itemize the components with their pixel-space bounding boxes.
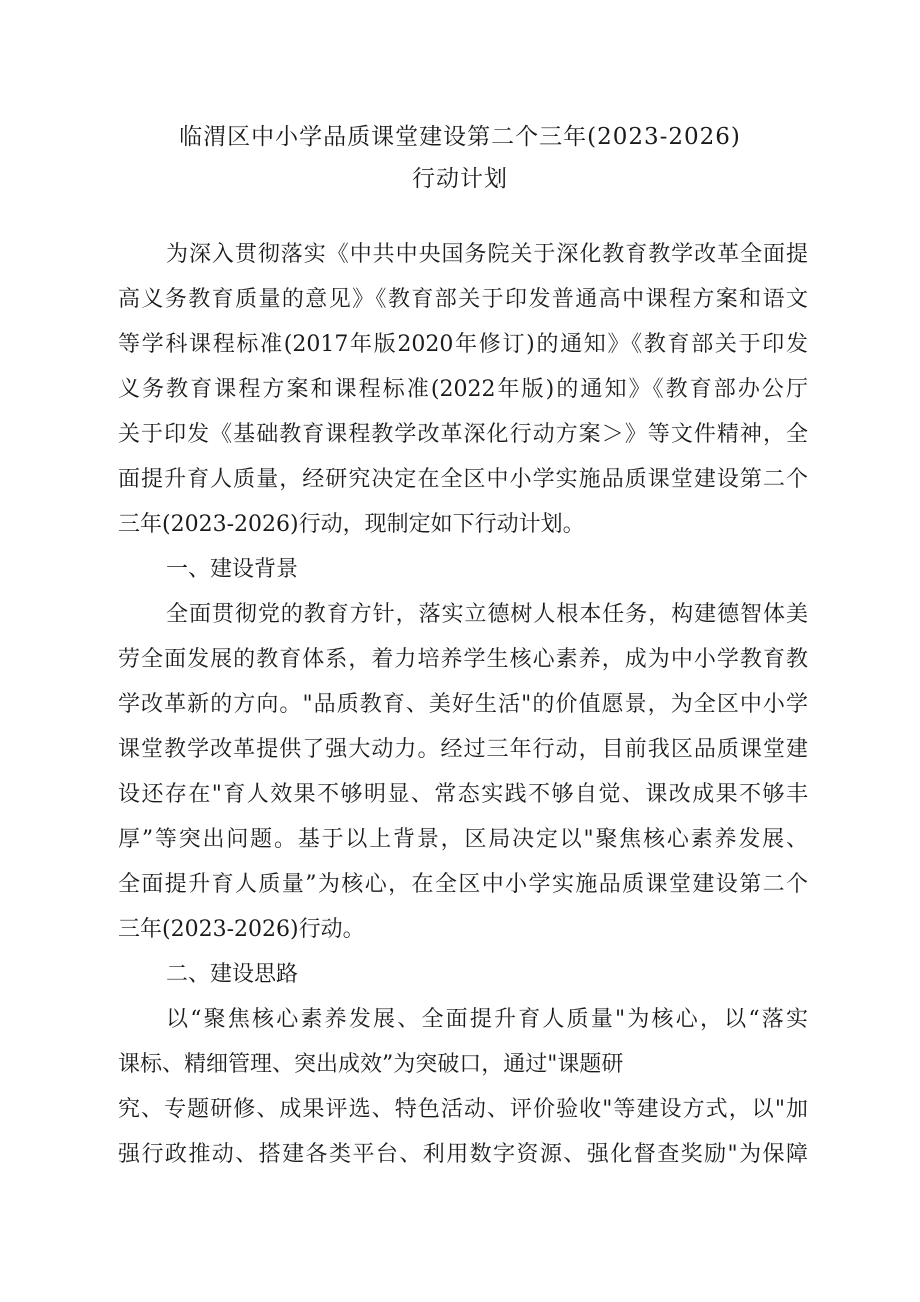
document-title-line-1: 临渭区中小学品质课堂建设第二个三年(2023-2026): [179, 124, 741, 150]
paragraph-line: 义务教育课程方案和课程标准(2022年版)的通知》《教育部办公厅: [118, 377, 809, 402]
paragraph-line: 劳全面发展的教育体系，着力培养学生核心素养，成为中小学教育教: [118, 647, 808, 672]
section-heading-background: 一、建设背景: [166, 557, 299, 582]
paragraph-line: 究、专题研修、成果评选、特色活动、评价验收"等建设方式，以"加: [118, 1097, 808, 1122]
paragraph-line: 厚”等突出问题。基于以上背景，区局决定以"聚焦核心素养发展、: [118, 827, 808, 852]
document-title-line-2: 行动计划: [412, 166, 508, 192]
paragraph-line: 课堂教学改革提供了强大动力。经过三年行动，目前我区品质课堂建: [118, 737, 808, 762]
paragraph-line: 面提升育人质量，经研究决定在全区中小学实施品质课堂建设第二个: [118, 467, 808, 492]
paragraph-line: 全面提升育人质量”为核心，在全区中小学实施品质课堂建设第二个: [118, 872, 808, 897]
paragraph-line: 三年(2023-2026)行动，现制定如下行动计划。: [118, 512, 585, 537]
paragraph-line: 以“聚焦核心素养发展、全面提升育人质量"为核心，以“落实: [166, 1007, 808, 1032]
paragraph-line: 关于印发《基础教育课程教学改革深化行动方案＞》等文件精神，全: [118, 422, 808, 447]
paragraph-line: 强行政推动、搭建各类平台、利用数字资源、强化督查奖励"为保障: [118, 1142, 808, 1167]
paragraph-line: 等学科课程标准(2017年版2020年修订)的通知》《教育部关于印发: [118, 332, 808, 357]
paragraph-line: 三年(2023-2026)行动。: [118, 917, 365, 942]
paragraph-line: 学改革新的方向。"品质教育、美好生活"的价值愿景，为全区中小学: [118, 692, 808, 717]
paragraph-line: 课标、精细管理、突出成效”为突破口，通过"课题研: [118, 1052, 624, 1077]
section-heading-approach: 二、建设思路: [166, 962, 299, 987]
paragraph-line: 高义务教育质量的意见》《教育部关于印发普通高中课程方案和语文: [118, 287, 808, 312]
paragraph-line: 为深入贯彻落实《中共中央国务院关于深化教育教学改革全面提: [166, 242, 808, 267]
paragraph-line: 设还存在"育人效果不够明显、常态实践不够自觉、课改成果不够丰: [118, 782, 808, 807]
paragraph-line: 全面贯彻党的教育方针，落实立德树人根本任务，构建德智体美: [166, 602, 808, 627]
